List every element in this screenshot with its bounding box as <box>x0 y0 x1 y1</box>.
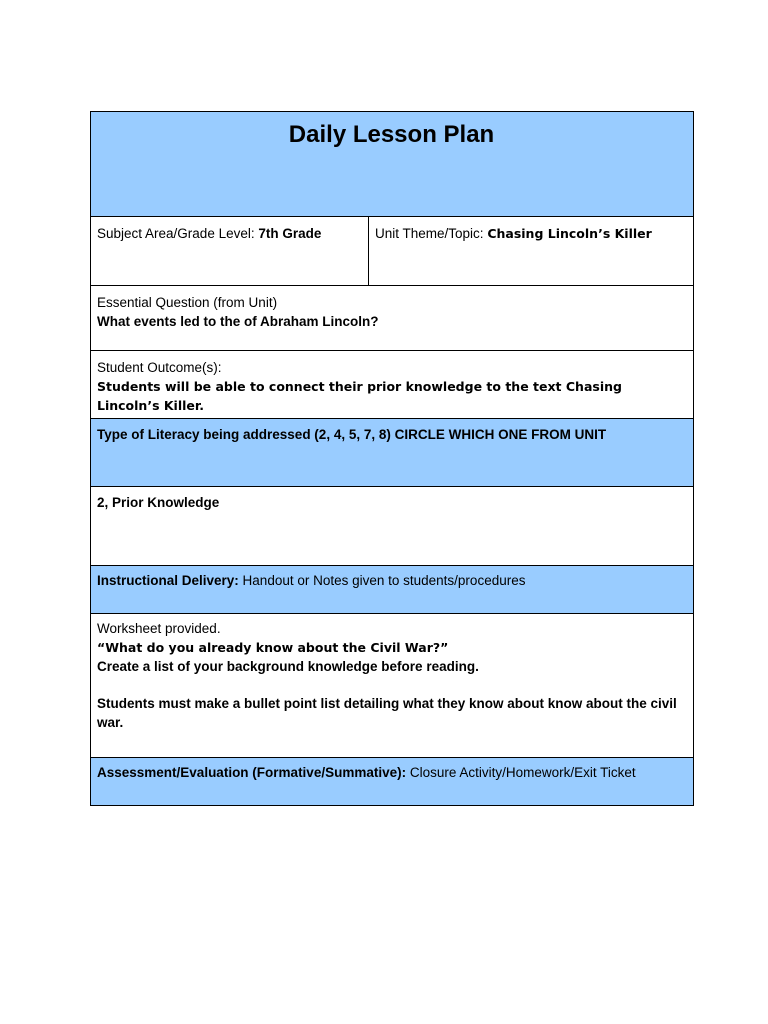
page-title: Daily Lesson Plan <box>288 121 495 148</box>
assessment-label: Assessment/Evaluation (Formative/Summative): <box>97 765 407 780</box>
unit-label: Unit Theme/Topic: <box>375 226 488 241</box>
literacy-type-row <box>91 418 693 486</box>
student-outcome-row <box>91 350 693 418</box>
instructional-delivery-row <box>91 565 693 613</box>
subject-cell <box>91 217 369 285</box>
subject-label: Subject Area/Grade Level: <box>97 226 259 241</box>
essential-label: Essential Question (from Unit) <box>97 295 278 310</box>
subject-unit-row <box>91 216 693 285</box>
literacy-value-row <box>91 486 693 565</box>
subject-value: 7th Grade <box>258 226 322 241</box>
outcome-label: Student Outcome(s): <box>97 360 222 375</box>
literacy-value: 2, Prior Knowledge <box>97 495 220 510</box>
literacy-label: Type of Literacy being addressed (2, 4, 5, 7, 8) CIRCLE WHICH ONE FROM UNIT <box>97 427 607 442</box>
title-row <box>91 112 693 216</box>
worksheet-line-4: Students must make a bullet point list detailing what they know about know about the civil war. <box>97 696 677 730</box>
spacer <box>97 676 686 694</box>
delivery-label: Instructional Delivery: <box>97 573 239 588</box>
essential-value: What events led to the of Abraham Lincoln? <box>97 314 379 329</box>
delivery-value: Handout or Notes given to students/procedures <box>238 573 526 588</box>
worksheet-row <box>91 613 693 757</box>
outcome-value: Students will be able to connect their prior knowledge to the text Chasing Lincoln’s Killer. <box>97 379 622 413</box>
worksheet-line-3: Create a list of your background knowledge before reading. <box>97 659 479 674</box>
assessment-value: Closure Activity/Homework/Exit Ticket <box>406 765 636 780</box>
unit-value: Chasing Lincoln’s Killer <box>487 226 652 241</box>
worksheet-line-1: Worksheet provided. <box>97 621 221 636</box>
worksheet-line-2: “What do you already know about the Civil War?” <box>97 640 449 655</box>
essential-question-row <box>91 285 693 350</box>
lesson-plan-table <box>90 111 694 806</box>
assessment-row <box>91 757 693 805</box>
unit-cell <box>369 217 693 285</box>
